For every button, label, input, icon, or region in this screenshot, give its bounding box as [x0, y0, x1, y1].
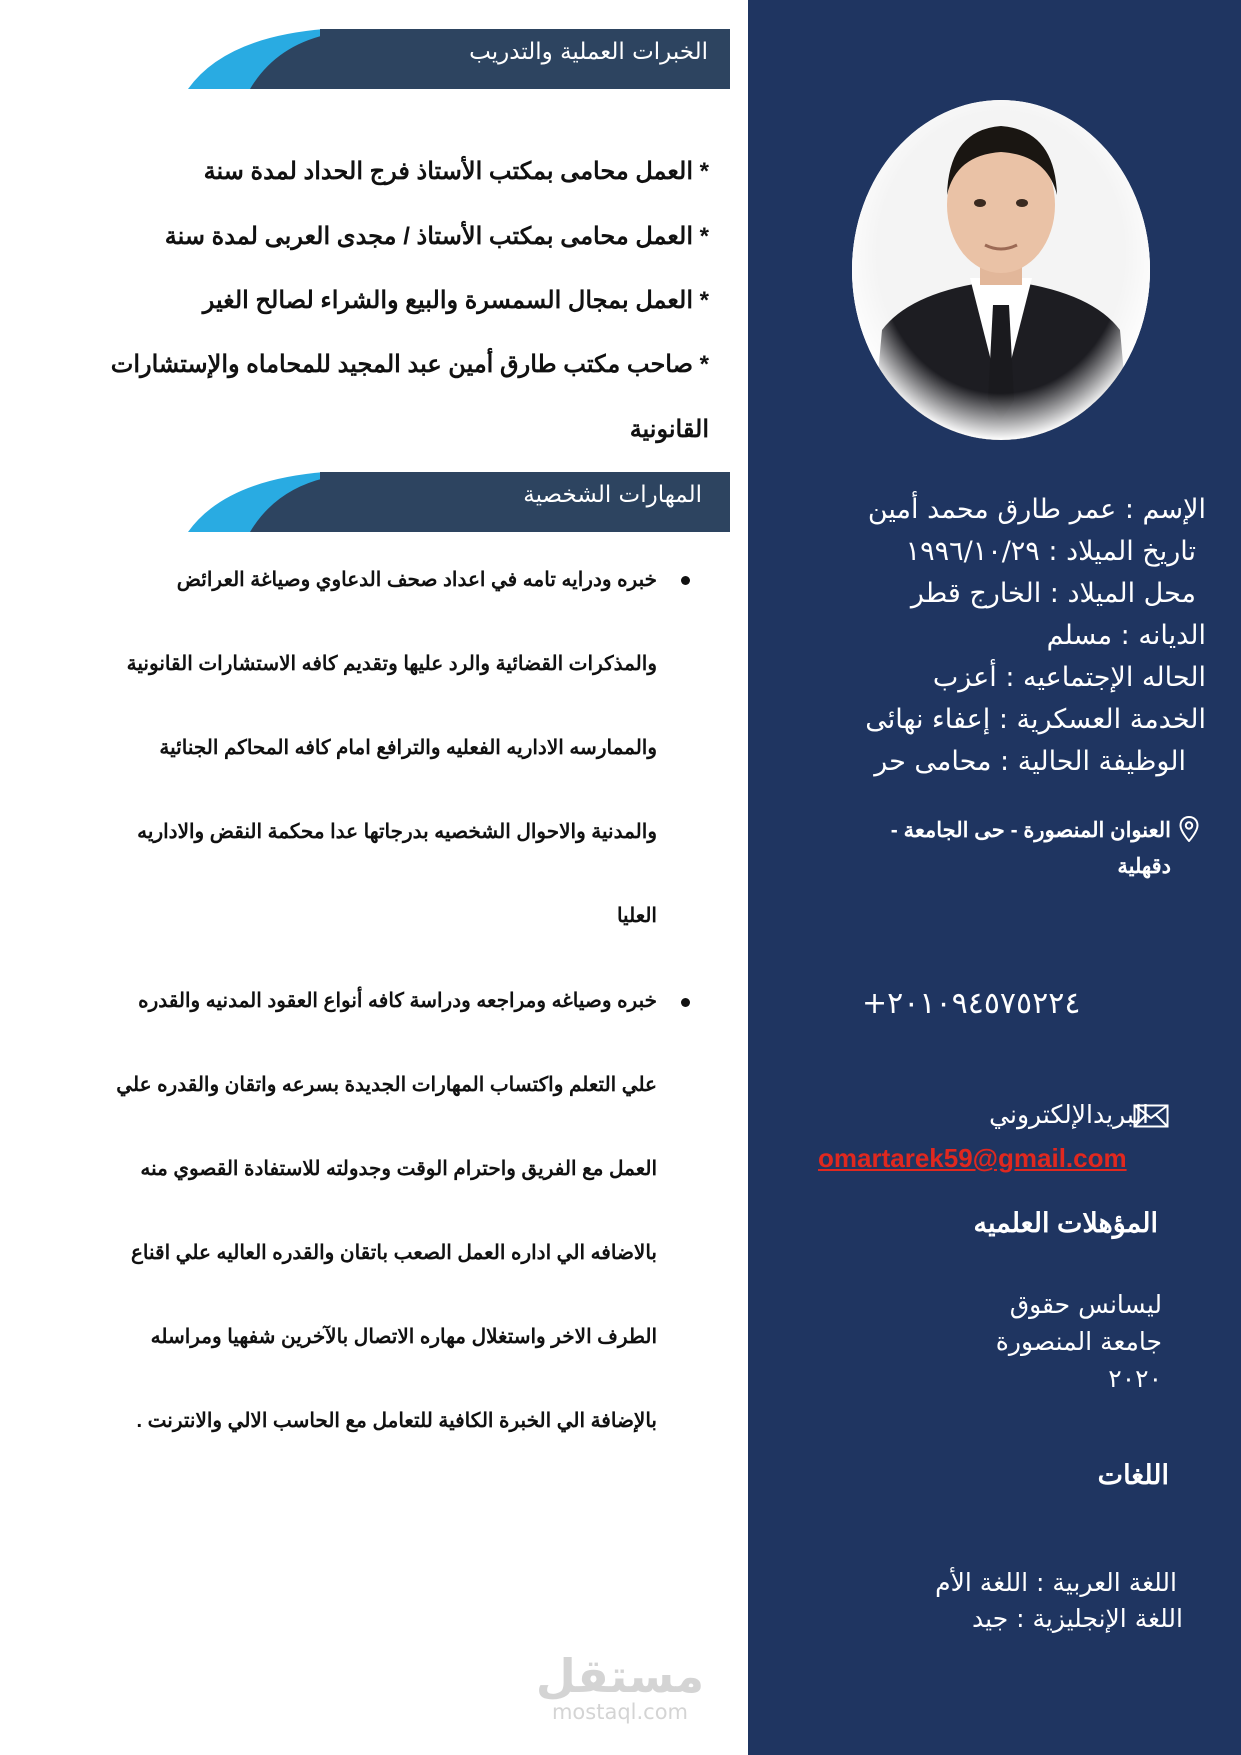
skill-line: خبره وصياغه ومراجعه ودراسة كافه أنواع العقود المدنيه والقدره: [138, 990, 657, 1012]
swoosh-decoration: [185, 29, 325, 89]
languages-heading: اللغات: [1097, 1460, 1169, 1490]
military-service-field: الخدمة العسكرية : إعفاء نهائى: [865, 704, 1206, 735]
skill-line: الطرف الاخر واستغلال مهاره الاتصال بالآخرين شفهيا ومراسله: [150, 1326, 657, 1348]
email-link[interactable]: omartarek59@gmail.com: [818, 1143, 1127, 1173]
birth-date-field: تاريخ الميلاد : ١٩٩٦/١٠/٢٩: [905, 536, 1196, 567]
skills-heading: المهارات الشخصية: [523, 482, 702, 508]
skill-line: بالإضافة الي الخبرة الكافية للتعامل مع الحاسب الالي والانترنت .: [136, 1410, 657, 1432]
address-line: العنوان المنصورة - حى الجامعة -: [890, 819, 1171, 842]
name-field: الإسم : عمر طارق محمد أمين: [867, 494, 1206, 525]
swoosh-decoration: [185, 472, 325, 532]
skill-line: والمذكرات القضائية والرد عليها وتقديم كافه الاستشارات القانونية: [126, 653, 657, 675]
skill-line: والممارسه الاداريه الفعليه والترافع امام كافه المحاكم الجنائية: [159, 737, 657, 759]
graduation-year: ٢٠٢٠: [1108, 1364, 1162, 1393]
skill-line: بالاضافه الي اداره العمل الصعب باتقان والقدره العاليه علي اقناع: [130, 1242, 657, 1264]
experience-item: * العمل محامى بمكتب الأستاذ فرج الحداد لمدة سنة: [203, 158, 709, 185]
marital-status-field: الحاله الإجتماعيه : أعزب: [932, 662, 1206, 693]
profile-photo: [852, 100, 1150, 440]
phone-number[interactable]: +٢٠١٠٩٤٥٧٥٢٢٤: [862, 986, 1081, 1021]
bullet-dot: [681, 576, 690, 585]
watermark-arabic: مستقل: [535, 1649, 705, 1703]
skill-line: خبره ودرايه تامه في اعداد صحف الدعاوي وصياغة العرائض: [176, 569, 657, 591]
birth-place-field: محل الميلاد : الخارج قطر: [910, 578, 1196, 609]
experience-heading: الخبرات العملية والتدريب: [469, 39, 708, 65]
experience-item: القانونية: [629, 416, 709, 443]
skills-banner: [185, 472, 730, 532]
skill-line: علي التعلم واكتساب المهارات الجديدة بسرعه واتقان والقدره علي: [116, 1074, 657, 1096]
email-label: البريدالإلكتروني: [989, 1100, 1149, 1129]
language-english: اللغة الإنجليزية : جيد: [972, 1604, 1183, 1633]
experience-banner: [185, 29, 730, 89]
map-pin-icon: [1179, 816, 1199, 842]
watermark-logo: [530, 1649, 710, 1724]
address-line: دقهلية: [1117, 855, 1171, 878]
experience-item: * العمل محامى بمكتب الأستاذ / مجدى العربى لمدة سنة: [164, 223, 709, 250]
bullet-dot: [681, 998, 690, 1007]
skill-line: العمل مع الفريق واحترام الوقت وجدولته للاستفادة القصوي منه: [140, 1158, 657, 1180]
experience-item: * صاحب مكتب طارق أمين عبد المجيد للمحاماه والإستشارات: [110, 351, 709, 378]
language-arabic: اللغة العربية : اللغة الأم: [935, 1568, 1177, 1597]
skill-line: والمدنية والاحوال الشخصيه بدرجاتها عدا محكمة النقض والاداريه: [137, 821, 657, 843]
religion-field: الديانه : مسلم: [1046, 620, 1206, 651]
qualifications-heading: المؤهلات العلميه: [973, 1208, 1158, 1238]
university-text: جامعة المنصورة: [995, 1327, 1162, 1356]
skill-line: العليا: [616, 905, 657, 927]
watermark-latin: mostaql.com: [551, 1700, 689, 1724]
degree-text: ليسانس حقوق: [1009, 1290, 1162, 1319]
current-job-field: الوظيفة الحالية : محامى حر: [874, 746, 1186, 777]
experience-item: * العمل بمجال السمسرة والبيع والشراء لصالح الغير: [202, 287, 709, 314]
